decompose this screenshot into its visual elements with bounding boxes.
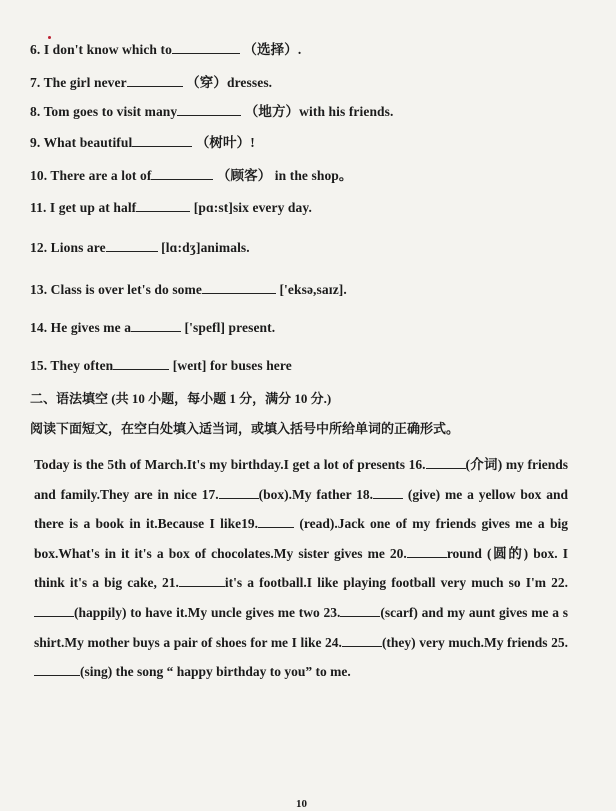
passage-blank[interactable] xyxy=(179,575,225,587)
question-hint: （穿）dresses. xyxy=(182,75,273,90)
question-7 xyxy=(30,71,272,91)
answer-blank[interactable] xyxy=(151,168,213,180)
answer-blank[interactable] xyxy=(177,104,241,116)
question-8 xyxy=(30,100,394,120)
question-text: He gives me a xyxy=(50,320,132,335)
cloze-passage xyxy=(34,450,568,687)
passage-blank[interactable] xyxy=(34,605,74,617)
question-text: They often xyxy=(50,358,114,373)
question-number: 7. xyxy=(30,75,44,90)
question-text: Class is over let's do some xyxy=(50,282,202,297)
answer-blank[interactable] xyxy=(131,320,181,332)
section-instructions: 阅读下面短文，在空白处填入适当词，或填入括号中所给单词的正确形式。 xyxy=(30,421,460,436)
passage-text: (give) me a yellow box and there is a book in it.Because I like19. xyxy=(34,486,568,532)
passage-blank[interactable] xyxy=(342,635,382,647)
passage-text: Today is the 5th of March.It's my birthday.I get a lot of presents 16. xyxy=(34,457,426,472)
passage-blank[interactable] xyxy=(426,457,466,469)
question-14 xyxy=(30,320,275,336)
passage-text: it's a football.I like playing football very much so I'm 22. xyxy=(224,575,568,591)
question-13 xyxy=(30,282,347,298)
passage-text: (box).My father 18. xyxy=(258,486,374,502)
question-text: What beautiful xyxy=(43,135,133,150)
question-hint: [lɑ:dʒ]animals. xyxy=(157,240,250,255)
question-text: There are a lot of xyxy=(50,168,152,183)
passage-blank[interactable] xyxy=(407,546,447,558)
question-number: 15. xyxy=(30,358,51,373)
question-hint: [weɪt] for buses here xyxy=(169,358,292,373)
question-number: 14. xyxy=(30,320,51,335)
question-6 xyxy=(30,38,301,58)
passage-blank[interactable] xyxy=(373,487,403,499)
passage-text: (scarf) and my aunt gives me a s shirt.My mother buys a pair of shoes for me I like 24. xyxy=(34,604,568,650)
question-text: Tom goes to visit many xyxy=(43,104,178,119)
answer-blank[interactable] xyxy=(106,240,158,252)
question-text: I get up at half xyxy=(49,200,137,215)
question-hint: （地方）with his friends. xyxy=(241,104,394,119)
passage-blank[interactable] xyxy=(258,516,294,528)
passage-text: (介词) my friends and family.They are in nice 17. xyxy=(34,457,568,502)
question-12 xyxy=(30,240,250,256)
passage-blank[interactable] xyxy=(219,487,259,499)
question-number: 9. xyxy=(30,135,44,150)
question-hint: （选择）. xyxy=(239,42,302,57)
question-hint: （树叶）! xyxy=(192,135,255,150)
section-title: 二、语法填空 (共 10 小题，每小题 1 分，满分 10 分.) xyxy=(30,391,332,406)
question-hint: ['spefl] present. xyxy=(181,320,276,335)
passage-text: (happily) to have it.My uncle gives me two 23. xyxy=(74,604,341,620)
question-number: 11. xyxy=(30,200,50,215)
question-text: Lions are xyxy=(50,240,106,255)
question-text: I don't know which to xyxy=(43,42,172,57)
passage-blank[interactable] xyxy=(340,605,380,617)
passage-blank[interactable] xyxy=(34,664,80,676)
question-hint: （顾客） in the shop。 xyxy=(213,168,353,183)
answer-blank[interactable] xyxy=(113,358,169,370)
question-number: 10. xyxy=(30,168,51,183)
answer-blank[interactable] xyxy=(202,282,276,294)
question-number: 13. xyxy=(30,282,51,297)
question-number: 6. xyxy=(30,42,44,57)
answer-blank[interactable] xyxy=(132,135,192,147)
passage-text: round (圆的) box. I think it's a big cake, 21. xyxy=(34,545,568,591)
question-11 xyxy=(30,200,312,216)
answer-blank[interactable] xyxy=(127,75,183,87)
question-text: The girl never xyxy=(43,75,127,90)
question-9 xyxy=(30,131,255,151)
page-number: 10 xyxy=(296,798,307,810)
answer-blank[interactable] xyxy=(136,200,190,212)
question-hint: [pɑ:st]six every day. xyxy=(190,200,312,215)
question-number: 12. xyxy=(30,240,51,255)
question-hint: ['eksə,saɪz]. xyxy=(275,282,347,297)
question-15 xyxy=(30,358,292,374)
passage-text: (they) very much.My friends 25. xyxy=(381,634,568,650)
question-10 xyxy=(30,164,353,184)
passage-text: (sing) the song “ happy birthday to you” to me. xyxy=(80,664,351,680)
passage-text: (read).Jack one of my friends gives me a big box.What's in it it's a box of chocolates.My sister gives me 20. xyxy=(34,516,568,561)
answer-blank[interactable] xyxy=(172,42,240,54)
question-number: 8. xyxy=(30,104,44,119)
